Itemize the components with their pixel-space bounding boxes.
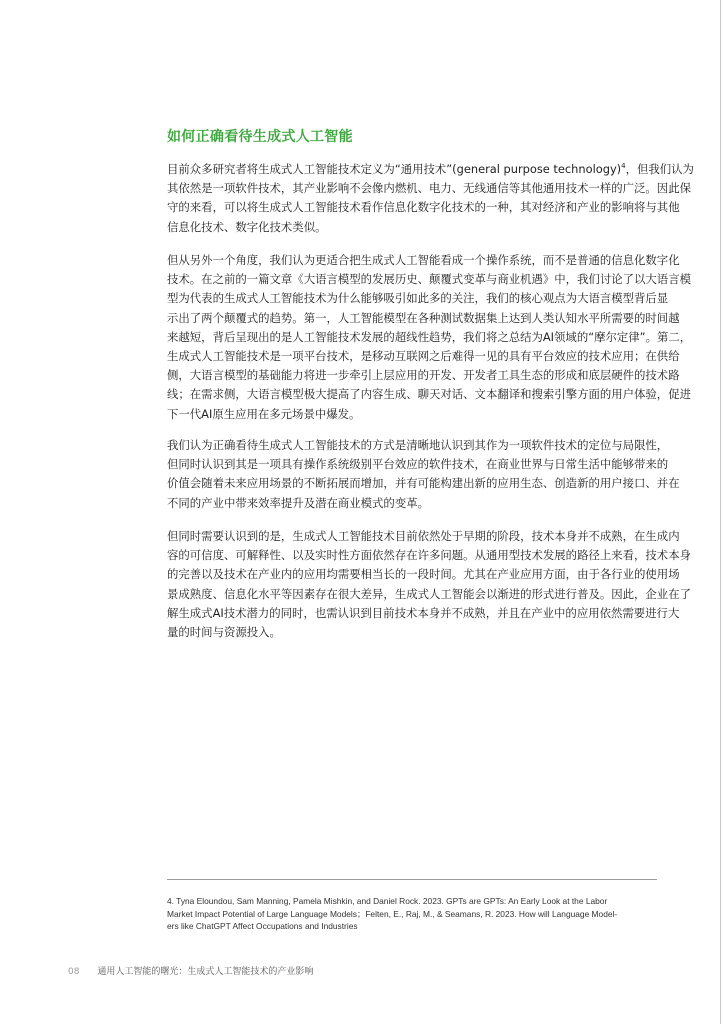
footer-title: 通用人工智能的曙光：生成式人工智能技术的产业影响 [97, 967, 314, 977]
footnote-divider [167, 879, 657, 880]
page-footer [68, 964, 313, 977]
page-edge-rule [720, 0, 721, 1024]
paragraph-line: 侧，大语言模型的基础能力将进一步牵引上层应用的开发、开发者工具生态的形成和底层硬件的技术路 [167, 368, 680, 383]
paragraph-line: 技术。在之前的一篇文章《大语言模型的发展历史、颠覆式变革与商业机遇》中，我们讨论了以大语言模 [167, 272, 691, 287]
section-heading: 如何正确看待生成式人工智能 [167, 129, 353, 145]
paragraph-line: 价值会随着未来应用场景的不断拓展而增加，并有可能构建出新的应用生态、创造新的用户接口、并在 [167, 476, 680, 491]
paragraph-line: 量的时间与资源投入。 [167, 625, 281, 640]
paragraph-line: 下一代AI原生应用在多元场景中爆发。 [167, 406, 361, 421]
paragraph-line: 生成式人工智能技术是一项平台技术，是移动互联网之后难得一见的具有平台效应的技术应用；在供给 [167, 349, 680, 364]
paragraph-line: 解生成式AI技术潜力的同时，也需认识到目前技术本身并不成熟，并且在产业中的应用依然需要进行大 [167, 605, 680, 620]
paragraph-line: 但同时需要认识到的是，生成式人工智能技术目前依然处于早期的阶段，技术本身并不成熟，在生成内 [167, 529, 680, 543]
page-number: 08 [68, 967, 80, 977]
paragraph-line: 不同的产业中带来效率提升及潜在商业模式的变革。 [167, 495, 429, 510]
paragraph-line: 但从另外一个角度，我们认为更适合把生成式人工智能看成一个操作系统，而不是普通的信息化数字化 [167, 253, 680, 267]
paragraph-line: 信息化技术、数字化技术类似。 [167, 219, 327, 234]
paragraph-2 [167, 251, 692, 424]
paragraph-line: 来越短，背后呈现出的是人工智能技术发展的超线性趋势，我们将之总结为AI领域的“摩尔定律”。第二， [167, 329, 692, 344]
paragraph-line: 目前众多研究者将生成式人工智能技术定义为“通用技术”(general purpose technology)$^4$，但我们认为 [167, 162, 694, 176]
footnote-line: 4. Tyna Eloundou, Sam Manning, Pamela Mishkin, and Daniel Rock. 2023. GPTs are GPTs: An Early Look at the Labor [167, 896, 608, 906]
footnote-ref[interactable]: 4 [621, 162, 626, 171]
paragraph-line: 的完善以及技术在产业内的应用均需要相当长的一段时间。尤其在产业应用方面，由于各行业的使用场 [167, 567, 680, 582]
paragraph-line: 容的可信度、可解释性、以及实时性方面依然存在许多问题。从通用型技术发展的路径上来看，技术本身 [167, 548, 691, 563]
paragraph-line: 但同时认识到其是一项具有操作系统级别平台效应的软件技术，在商业世界与日常生活中能够带来的 [167, 457, 669, 472]
paragraph-line: 型为代表的生成式人工智能技术为什么能够吸引如此多的关注，我们的核心观点为大语言模型背后显 [167, 291, 669, 306]
paragraph-line: 景成熟度、信息化水平等因素存在很大差异，生成式人工智能会以渐进的形式进行普及。因此，企业在了 [167, 586, 691, 601]
footnote-line: ers like ChatGPT Affect Occupations and Industries [167, 921, 358, 932]
paragraph-4 [167, 527, 691, 642]
paragraph-line: 守的来看，可以将生成式人工智能技术看作信息化数字化技术的一种，其对经济和产业的影响将与其他 [167, 200, 680, 215]
paragraph-line: 我们认为正确看待生成式人工智能技术的方式是清晰地认识到其作为一项软件技术的定位与局限性， [167, 438, 669, 452]
paragraph-line: 线；在需求侧，大语言模型极大提高了内容生成、聊天对话、文本翻译和搜索引擎方面的用户体验，促进 [167, 387, 691, 402]
paragraph-3 [167, 436, 680, 513]
paragraph-line: 其依然是一项软件技术，其产业影响不会像内燃机、电力、无线通信等其他通用技术一样的广泛。因此保 [167, 181, 691, 196]
paragraph-line: 示出了两个颠覆式的趋势。第一，人工智能模型在各种测试数据集上达到人类认知水平所需要的时间越 [167, 310, 680, 325]
paragraph-1 [167, 160, 694, 237]
footnote [167, 895, 667, 933]
footnote-line: Market Impact Potential of Large Language Models；Felten, E., Raj, M., & Seamans, R. 2023. How will Language Model- [167, 908, 618, 919]
